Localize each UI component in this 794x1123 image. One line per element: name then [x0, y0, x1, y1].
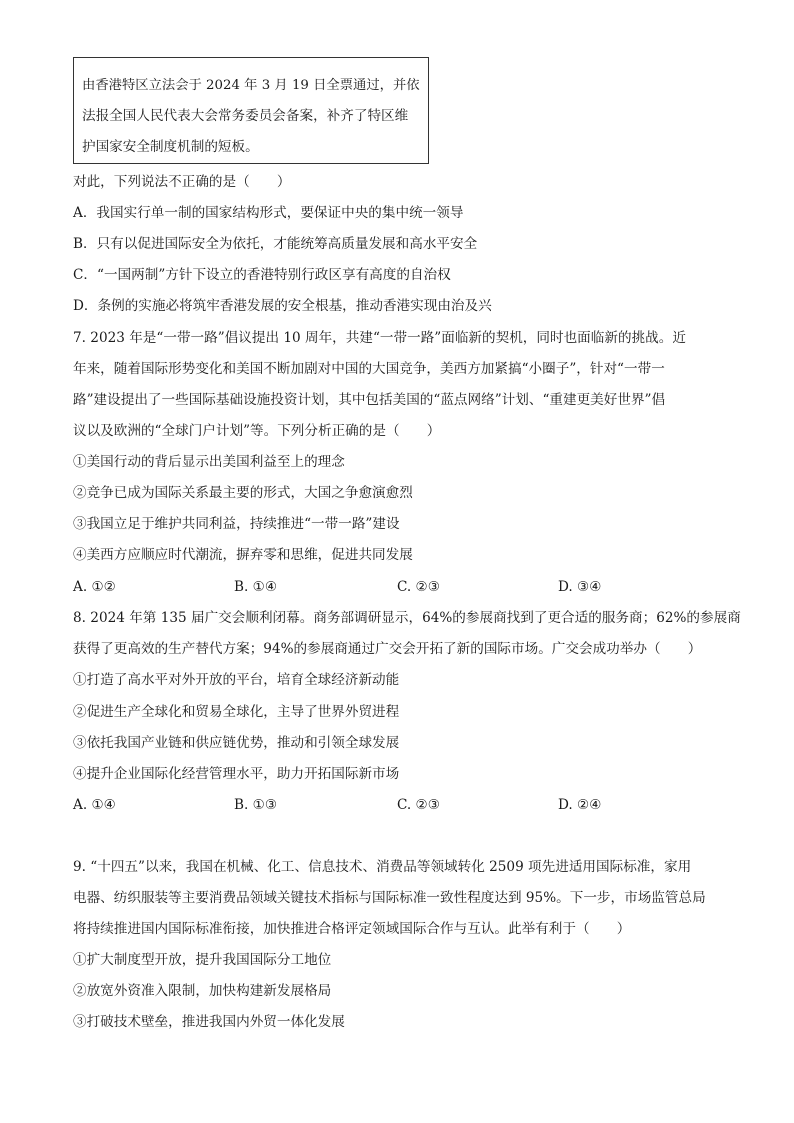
- q7-stem-line: 议以及欧洲的“全球门户计划”等。下列分析正确的是（ ）: [73, 423, 441, 439]
- q6-option-b: B．只有以促进国际安全为依托，才能统筹高质量发展和高水平安全: [73, 236, 478, 252]
- q8-stem-line: 8. 2024 年第 135 届广交会顺利闭幕。商务部调研显示，64%的参展商找到了更合适的服务商；62%的参展商: [73, 610, 741, 626]
- q9-stem-line: 将持续推进国内国际标准衔接，加快推进合格评定领域国际合作与互认。此举有利于（ ）: [73, 921, 631, 937]
- q8-stem-line: 获得了更高效的生产替代方案；94%的参展商通过广交会开拓了新的国际市场。广交会成功举办（ ）: [73, 641, 702, 657]
- q8-statement-3: ③依托我国产业链和供应链优势，推动和引领全球发展: [73, 735, 400, 751]
- q6-option-a: A．我国实行单一制的国家结构形式，要保证中央的集中统一领导: [73, 205, 464, 221]
- q9-stem-line: 电器、纺织服装等主要消费品领域关键技术指标与国际标准一致性程度达到 95%。下一步，市场监管总局: [73, 890, 706, 906]
- q7-choice-b[interactable]: B. ①④: [234, 579, 278, 595]
- q8-statement-4: ④提升企业国际化经营管理水平，助力开拓国际新市场: [73, 766, 400, 782]
- q9-statement-1: ①扩大制度型开放，提升我国国际分工地位: [73, 952, 332, 968]
- q6-stem: 对此，下列说法不正确的是（ ）: [73, 174, 291, 190]
- q7-statement-4: ④美西方应顺应时代潮流，摒弃零和思维，促进共同发展: [73, 547, 413, 563]
- material-box: [73, 57, 429, 164]
- q6-option-d: D．条例的实施必将筑牢香港发展的安全根基，推动香港实现由治及兴: [73, 298, 492, 314]
- q7-choice-c[interactable]: C. ②③: [397, 579, 440, 595]
- material-line: 法报全国人民代表大会常务委员会备案，补齐了特区维: [82, 108, 409, 124]
- q8-choice-c[interactable]: C. ②③: [397, 797, 440, 813]
- q7-stem-line: 7. 2023 年是“一带一路”倡议提出 10 周年，共建“一带一路”面临新的契机，同时也面临新的挑战。近: [73, 330, 686, 346]
- q7-stem-line: 路”建设提出了一些国际基础设施投资计划，其中包括美国的“蓝点网络”计划、“重建更美好世界”倡: [73, 392, 666, 408]
- q7-choice-d[interactable]: D. ③④: [558, 579, 602, 595]
- material-line: 由香港特区立法会于 2024 年 3 月 19 日全票通过，并依: [82, 78, 420, 93]
- q7-choice-a[interactable]: A. ①②: [73, 579, 116, 595]
- material-line: 护国家安全制度机制的短板。: [82, 139, 259, 155]
- q8-choice-d[interactable]: D. ②④: [558, 797, 602, 813]
- q7-stem-line: 年来，随着国际形势变化和美国不断加剧对中国的大国竞争，美西方加紧搞“小圈子”，针对“一带一: [73, 361, 665, 377]
- q8-choice-b[interactable]: B. ①③: [234, 797, 278, 813]
- q9-statement-2: ②放宽外资准入限制，加快构建新发展格局: [73, 983, 332, 999]
- q8-choice-a[interactable]: A. ①④: [73, 797, 116, 813]
- q6-option-c: C．“一国两制”方针下设立的香港特别行政区享有高度的自治权: [73, 267, 451, 283]
- q9-stem-line: 9. “十四五”以来，我国在机械、化工、信息技术、消费品等领域转化 2509 项先进适用国际标准，家用: [73, 859, 692, 875]
- q8-statement-1: ①打造了高水平对外开放的平台，培育全球经济新动能: [73, 672, 400, 688]
- q8-statement-2: ②促进生产全球化和贸易全球化，主导了世界外贸进程: [73, 704, 400, 720]
- q7-statement-1: ①美国行动的背后显示出美国利益至上的理念: [73, 454, 345, 470]
- q9-statement-3: ③打破技术壁垒，推进我国内外贸一体化发展: [73, 1014, 345, 1030]
- q7-statement-3: ③我国立足于维护共同利益，持续推进“一带一路”建设: [73, 516, 400, 532]
- q7-statement-2: ②竞争已成为国际关系最主要的形式，大国之争愈演愈烈: [73, 485, 413, 501]
